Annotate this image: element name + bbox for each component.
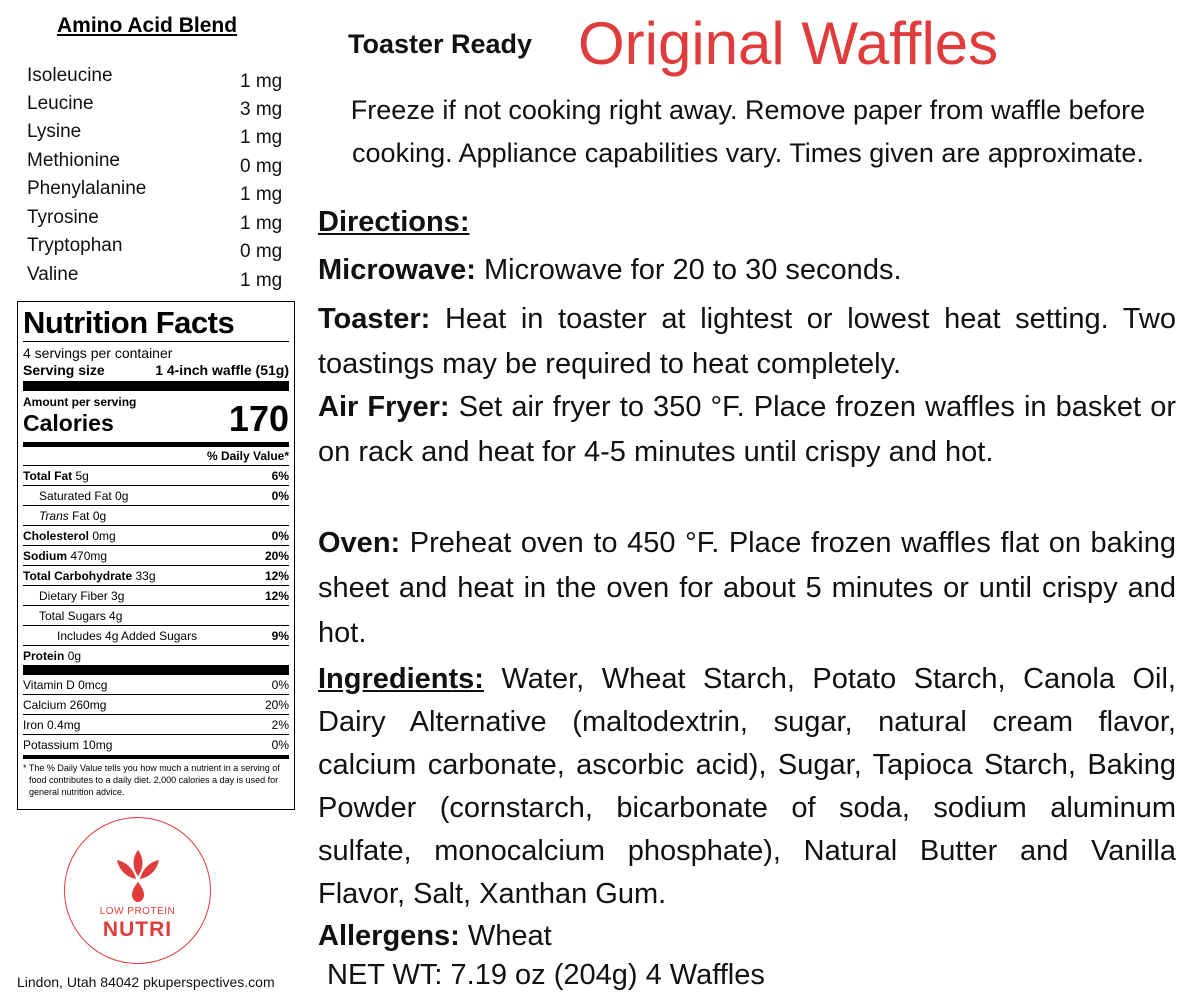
amino-amount: 1 mg bbox=[240, 184, 283, 205]
serving-size-label: Serving size bbox=[23, 362, 105, 378]
nutrient-row-saturated-fat: Saturated Fat 0g 0% bbox=[23, 485, 289, 505]
nutrient-row-sodium: Sodium 470mg 20% bbox=[23, 545, 289, 565]
calories-label: Calories bbox=[23, 410, 114, 436]
ingredients-text: Water, Wheat Starch, Potato Starch, Canola Oil, Dairy Alternative (maltodextrin, sugar, natural cream flavor, calcium carbonate, ascorbic acid), Sugar, Tapioca Starch, Baking Powder (cornstarch, bicarbonate of soda, sodium aluminum sulfate, monocalcium phosphate), Natural Butter and Vanilla Flavor, Salt, Xanthan Gum. bbox=[318, 663, 1176, 910]
amino-amount: 1 mg bbox=[240, 71, 283, 92]
amino-row bbox=[27, 150, 289, 178]
logo-text-small: LOW PROTEIN bbox=[99, 906, 176, 917]
nutrient-row-potassium: Potassium 10mg 0% bbox=[23, 734, 289, 754]
company-address: Lindon, Utah 84042 pkuperspectives.com bbox=[17, 974, 275, 990]
amino-amount: 1 mg bbox=[240, 270, 283, 291]
direction-label: Oven: bbox=[318, 527, 401, 559]
amino-row bbox=[27, 235, 289, 263]
nutrient-row-vitamin-d: Vitamin D 0mcg 0% bbox=[23, 677, 289, 692]
ingredients-label: Ingredients: bbox=[318, 663, 484, 695]
amino-amount: 1 mg bbox=[240, 213, 283, 234]
serving-size bbox=[23, 362, 289, 378]
product-subtitle: Toaster Ready bbox=[348, 29, 533, 59]
direction-toaster: Toaster: Heat in toaster at lightest or lowest heat setting. Two toastings may be required to heat completely. bbox=[318, 303, 1176, 380]
amino-row bbox=[27, 93, 289, 121]
daily-value-footnote: * The % Daily Value tells you how much a nutrient in a serving of food contributes to a daily diet. 2,000 calories a day is used for general nutrition advice. bbox=[23, 755, 289, 798]
nutrient-row-trans-fat: Trans Fat 0g bbox=[23, 505, 289, 525]
nutrient-row-iron: Iron 0.4mg 2% bbox=[23, 714, 289, 734]
amino-amount: 0 mg bbox=[240, 241, 283, 262]
nutrient-row-total-sugars: Total Sugars 4g bbox=[23, 605, 289, 625]
nutrient-row-protein: Protein 0g bbox=[23, 645, 289, 665]
nutrition-facts-panel bbox=[17, 301, 295, 810]
allergens-text: Wheat bbox=[467, 920, 552, 952]
direction-label: Air Fryer: bbox=[318, 391, 450, 423]
amino-name: Lysine bbox=[27, 121, 82, 142]
allergens-section bbox=[318, 916, 1176, 956]
amino-acid-title: Amino Acid Blend bbox=[57, 14, 238, 37]
amino-amount: 0 mg bbox=[240, 156, 283, 177]
direction-microwave: Microwave: Microwave for 20 to 30 seconds. bbox=[318, 254, 902, 286]
leaf-drop-icon bbox=[113, 846, 163, 906]
nutrient-row-cholesterol: Cholesterol 0mg 0% bbox=[23, 525, 289, 545]
nutrient-row-total-carbohydrate: Total Carbohydrate 33g 12% bbox=[23, 565, 289, 585]
calories-value: 170 bbox=[228, 398, 289, 439]
amino-name: Leucine bbox=[27, 93, 94, 114]
nutrient-row-added-sugars: Includes 4g Added Sugars 9% bbox=[23, 625, 289, 645]
ingredients-section bbox=[318, 658, 1176, 916]
amino-name: Tyrosine bbox=[27, 207, 99, 228]
net-weight: NET WT: 7.19 oz (204g) 4 Waffles bbox=[327, 959, 765, 991]
amino-name: Valine bbox=[27, 264, 79, 285]
logo-text-large: NUTRI bbox=[102, 918, 173, 941]
amino-amount: 3 mg bbox=[240, 99, 283, 120]
amino-name: Isoleucine bbox=[27, 65, 113, 86]
amino-row bbox=[27, 207, 289, 235]
nutrition-facts-title: Nutrition Facts bbox=[23, 305, 235, 340]
direction-air-fryer: Air Fryer: Set air fryer to 350 °F. Place frozen waffles in basket or on rack and heat for 4-5 minutes until crispy and hot. bbox=[318, 391, 1176, 468]
nutrient-row-total-fat: Total Fat 5g 6% bbox=[23, 465, 289, 485]
servings-per-container: 4 servings per container bbox=[23, 345, 173, 361]
allergens-label: Allergens: bbox=[318, 920, 460, 952]
direction-label: Toaster: bbox=[318, 303, 431, 335]
product-title: Original Waffles bbox=[578, 10, 999, 77]
serving-size-value: 1 4-inch waffle (51g) bbox=[155, 362, 289, 378]
intro-instructions: Freeze if not cooking right away. Remove paper from waffle before cooking. Appliance capabilities vary. Times given are approximate. bbox=[350, 95, 1146, 168]
amino-row bbox=[27, 121, 289, 149]
amino-name: Methionine bbox=[27, 150, 120, 171]
nutrient-row-dietary-fiber: Dietary Fiber 3g 12% bbox=[23, 585, 289, 605]
amino-row bbox=[27, 264, 289, 292]
amount-per-serving: Amount per serving bbox=[23, 395, 137, 409]
amino-row bbox=[27, 178, 289, 206]
amino-name: Tryptophan bbox=[27, 235, 123, 256]
direction-label: Microwave: bbox=[318, 254, 476, 286]
direction-oven: Oven: Preheat oven to 450 °F. Place frozen waffles flat on baking sheet and heat in the oven for about 5 minutes or until crispy and hot. bbox=[318, 527, 1176, 649]
nutrient-row-calcium: Calcium 260mg 20% bbox=[23, 694, 289, 714]
daily-value-header: % Daily Value* bbox=[206, 449, 289, 463]
amino-amount: 1 mg bbox=[240, 127, 283, 148]
low-protein-nutri-logo bbox=[64, 817, 211, 964]
amino-row bbox=[27, 65, 289, 93]
directions-heading: Directions: bbox=[318, 206, 470, 238]
amino-name: Phenylalanine bbox=[27, 178, 147, 199]
